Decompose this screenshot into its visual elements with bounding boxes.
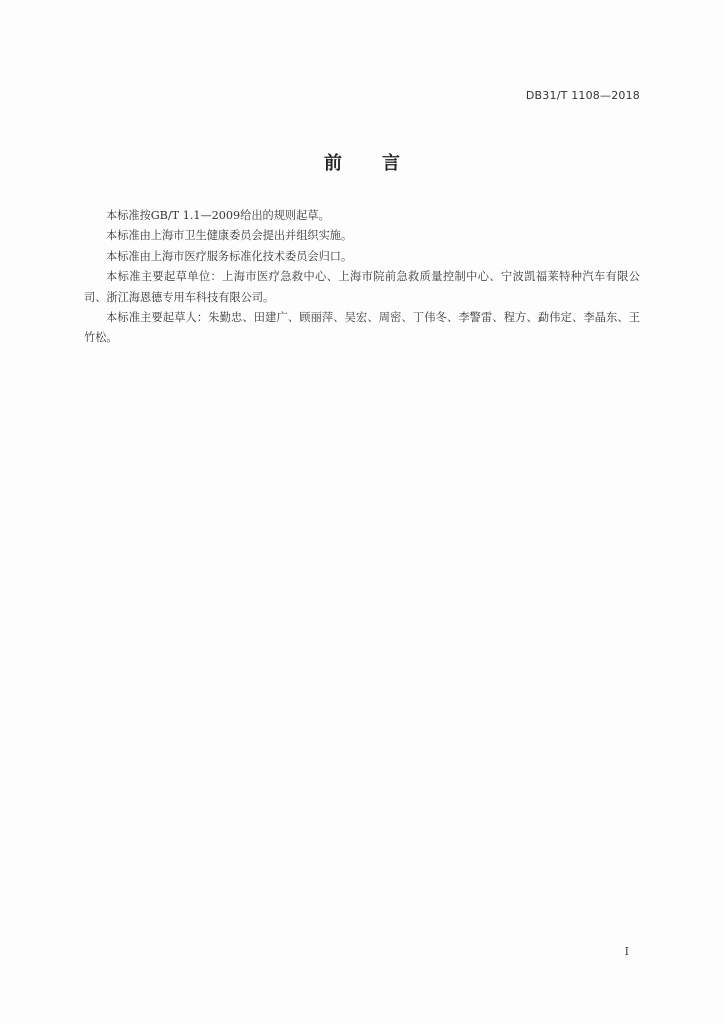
paragraph-drafters: 本标准主要起草人：朱勤忠、田建广、顾丽萍、吴宏、周密、丁伟冬、李警雷、程方、勐伟定、李晶东、王竹松。 <box>84 311 640 345</box>
standard-code: DB31/T 1108—2018 <box>525 89 640 102</box>
paragraph-proposer: 本标准由上海市卫生健康委员会提出并组织实施。 <box>106 229 353 243</box>
page-number: I <box>624 945 629 958</box>
page-title <box>0 149 724 175</box>
title-char-1: 前 <box>324 153 342 174</box>
paragraph-drafting-rules: 本标准按GB/T 1.1—2009给出的规则起草。 <box>106 209 330 222</box>
paragraph-drafting-units: 本标准主要起草单位：上海市医疗急救中心、上海市院前急救质量控制中心、宁波凯福莱特种汽车有限公司、浙江海恩德专用车科技有限公司。 <box>84 270 640 304</box>
foreword-body <box>84 206 640 349</box>
paragraph-centralized-unit: 本标准由上海市医疗服务标准化技术委员会归口。 <box>106 249 353 263</box>
title-char-2: 言 <box>382 153 400 174</box>
